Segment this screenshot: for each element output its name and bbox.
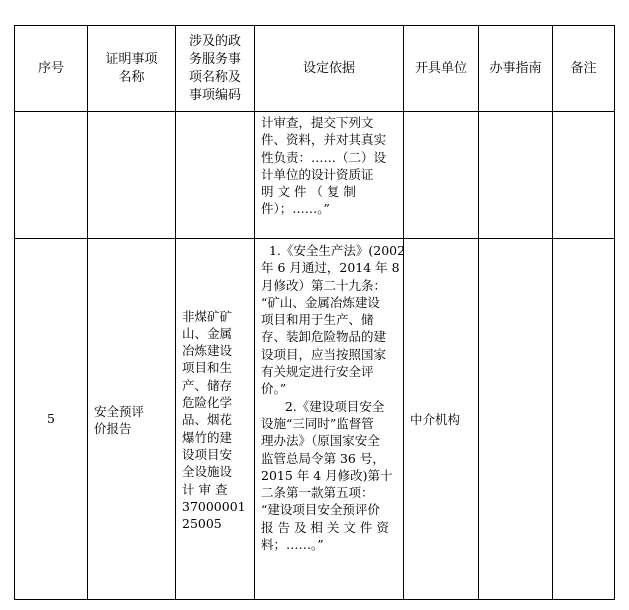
cell-issuer: 中介机构	[404, 239, 479, 600]
table-row	[15, 112, 615, 239]
cell-remarks	[553, 239, 615, 600]
cell-guide	[479, 239, 553, 600]
header-issuer: 开具单位	[404, 26, 479, 112]
cell-guide	[479, 112, 553, 239]
header-service-items: 涉及的政 务服务事 项名称及 事项编码	[176, 26, 255, 112]
cell-cert-name	[88, 112, 176, 239]
cell-seq: 5	[15, 239, 88, 600]
table-header-row	[15, 26, 615, 112]
cell-cert-name: 安全预评 价报告	[88, 239, 176, 600]
cell-issuer	[404, 112, 479, 239]
cell-remarks	[553, 112, 615, 239]
header-guide: 办事指南	[479, 26, 553, 112]
cell-seq	[15, 112, 88, 239]
header-legal-basis: 设定依据	[255, 26, 404, 112]
table-row	[15, 239, 615, 600]
cell-legal-basis: 1.《安全生产法》(2002 年 6 月通过，2014 年 8 月修改）第二十九条： “矿山、金属冶炼建设 项目和用于生产、储 存、装卸危险物品的建 设项目，应当按照国家 有关规定进行安全评 价。” 2.《建设项目安全 设施“三同时”监督管 理办法》（原国家安全 监管总局令第 36 号， 2015 年 4 月修改)第十 二条第一款第五项： “建设项目安全预评价 报 告 及 相 关 文 件 资 料；……。”	[255, 239, 404, 600]
certification-items-table	[14, 25, 615, 600]
header-seq: 序号	[15, 26, 88, 112]
cell-service-items	[176, 112, 255, 239]
header-cert-name: 证明事项 名称	[88, 26, 176, 112]
cell-legal-basis: 计审查，提交下列文 件、资料，并对其真实 性负责：……（二）设 计单位的设计资质证 明 文 件 （ 复 制 件）；……。”	[255, 112, 404, 239]
header-remarks: 备注	[553, 26, 615, 112]
cell-service-items: 非煤矿矿 山、金属 冶炼建设 项目和生 产、储存 危险化学 品、烟花 爆竹的建 设项目安 全设施设 计 审 查 37000001 25005	[176, 239, 255, 600]
